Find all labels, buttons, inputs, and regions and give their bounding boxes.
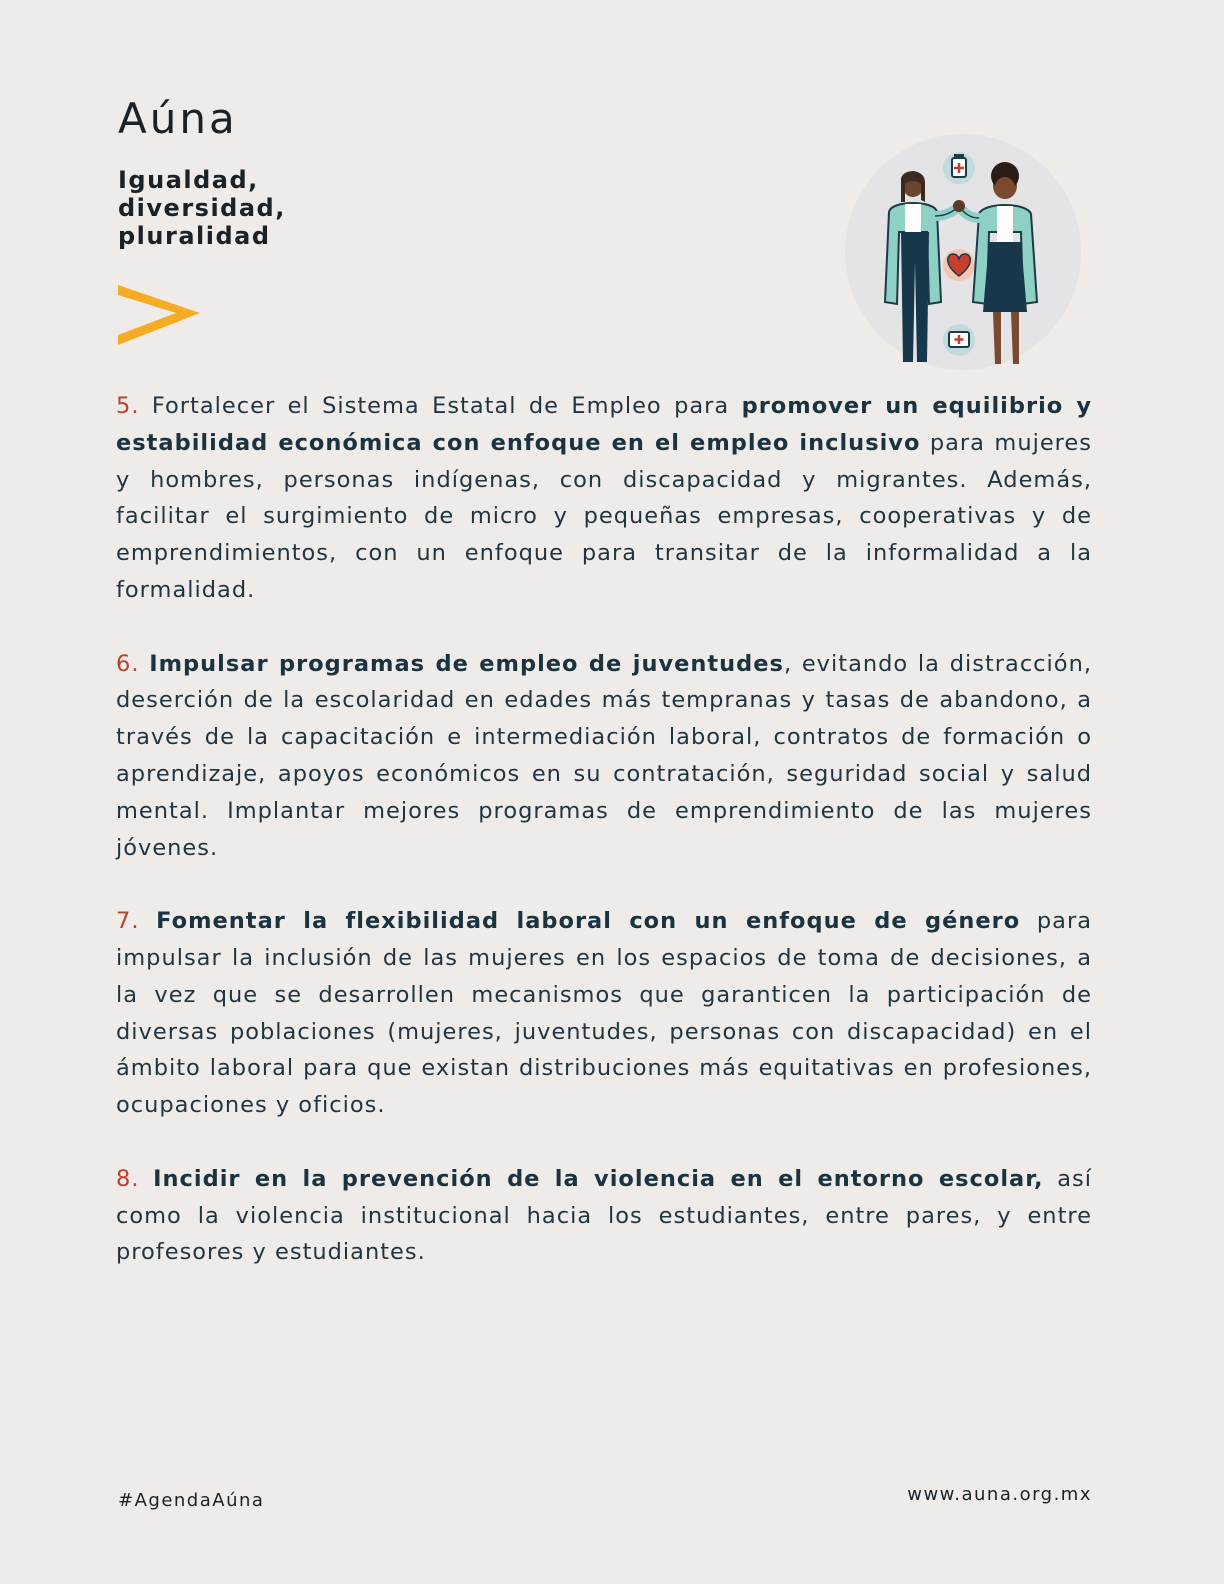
- item-highlight: promover un equilibrio y estabilidad económica con enfoque en el empleo inclusivo: [116, 393, 1092, 456]
- item-number: 5.: [116, 393, 140, 419]
- tagline-line-3: pluralidad: [118, 222, 271, 250]
- item-number: 6.: [116, 650, 140, 677]
- item-number: 7.: [116, 908, 140, 935]
- item-highlight: Impulsar programas de empleo de juventudes: [149, 650, 784, 677]
- footer-hashtag: #AgendaAúna: [118, 1490, 265, 1511]
- doctors-illustration: [843, 132, 1083, 372]
- item-text: así como la violencia institucional hacia los estudiantes, entre pares, y entre profesores y estudiantes.: [116, 1165, 1093, 1266]
- agenda-item-5: [116, 388, 1092, 609]
- item-number: 8.: [116, 1165, 140, 1192]
- tagline-line-1: Igualdad,: [118, 166, 259, 194]
- agenda-item-7: [116, 903, 1092, 1124]
- item-text: para mujeres y hombres, personas indígenas, con discapacidad y migrantes. Además, facilitar el surgimiento de micro y pequeñas empresas, cooperativas y de emprendimientos, con un enfoque para transitar de la informalidad a la formalidad.: [116, 429, 1092, 603]
- item-text: , evitando la distracción, deserción de la escolaridad en edades más tempranas y tasas de abandono, a través de la capacitación e intermediación laboral, contratos de formación o aprendizaje, apoyos económicos en su contratación, seguridad social y salud mental. Implantar mejores programas de emprendimiento de las mujeres jóvenes.: [116, 650, 1092, 861]
- item-text: Fortalecer el Sistema Estatal de Empleo para: [151, 393, 742, 419]
- agenda-content: [116, 388, 1092, 1308]
- logo: Aúna: [118, 94, 238, 143]
- footer-website-link[interactable]: www.auna.org.mx: [907, 1484, 1092, 1505]
- item-highlight: Incidir en la prevención de la violencia en el entorno escolar,: [153, 1165, 1044, 1192]
- item-text: para impulsar la inclusión de las mujeres en los espacios de toma de decisiones, a la vez que se desarrollen mecanismos que garanticen la participación de diversas poblaciones (mujeres, juventudes, personas con discapacidad) en el ámbito laboral para que existan distribuciones más equitativas en profesiones, ocupaciones y oficios.: [116, 908, 1092, 1119]
- chevron-right-icon: [118, 285, 200, 345]
- item-highlight: Fomentar la flexibilidad laboral con un enfoque de género: [156, 908, 1021, 935]
- agenda-item-8: [116, 1161, 1092, 1271]
- tagline: [118, 166, 286, 250]
- agenda-item-6: [116, 646, 1092, 867]
- tagline-line-2: diversidad,: [118, 194, 286, 222]
